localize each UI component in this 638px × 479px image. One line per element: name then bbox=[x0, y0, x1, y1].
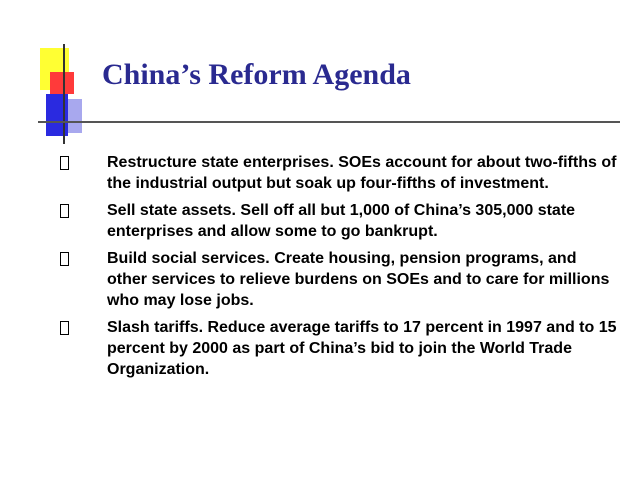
decorative-lightblue-square bbox=[68, 99, 82, 133]
decorative-vertical-line bbox=[63, 44, 65, 144]
slide-title: China’s Reform Agenda bbox=[102, 58, 411, 91]
missing-glyph-icon bbox=[60, 321, 69, 335]
bullet-item bbox=[60, 200, 620, 242]
bullet-text: Build social services. Create housing, pension programs, and other services to relieve burdens on SOEs and to care for millions who may lose jobs. bbox=[107, 250, 610, 309]
bullet-item bbox=[60, 317, 620, 380]
decorative-red-square bbox=[50, 72, 74, 94]
bullet-text: Sell state assets. Sell off all but 1,000 of China’s 305,000 state enterprises and allow some to go bankrupt. bbox=[107, 202, 576, 240]
missing-glyph-icon bbox=[60, 204, 69, 218]
bullet-list bbox=[60, 152, 620, 386]
bullet-item bbox=[60, 248, 620, 311]
bullet-text: Restructure state enterprises. SOEs account for about two-fifths of the industrial output but soak up four-fifths of investment. bbox=[107, 154, 617, 192]
title-divider-line bbox=[38, 121, 620, 123]
bullet-item bbox=[60, 152, 620, 194]
missing-glyph-icon bbox=[60, 252, 69, 266]
missing-glyph-icon bbox=[60, 156, 69, 170]
bullet-text: Slash tariffs. Reduce average tariffs to 17 percent in 1997 and to 15 percent by 2000 as part of China’s bid to join the World Trade Organization. bbox=[107, 319, 617, 378]
